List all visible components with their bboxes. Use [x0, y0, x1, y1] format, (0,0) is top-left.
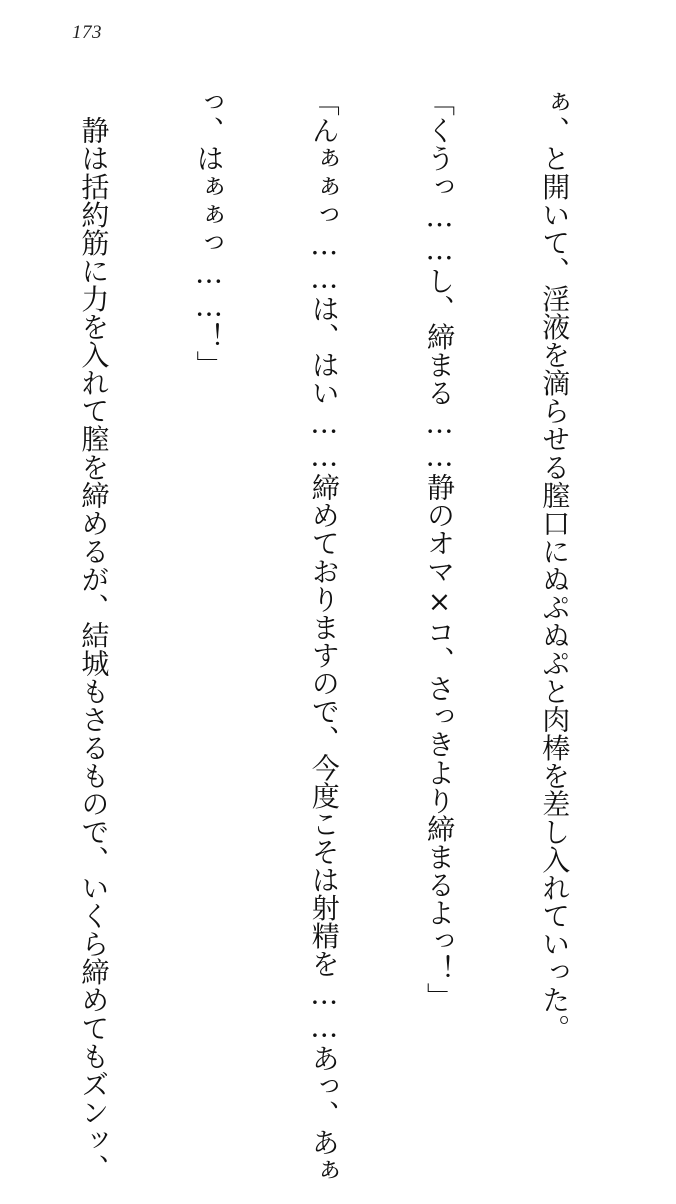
- text-line: 「んぁぁっ……は、はい……締めておりますので、今度こそは射精を……あっ、あぁ: [307, 88, 341, 1184]
- text-line: っ、はぁぁっ……！」: [192, 88, 226, 379]
- text-line: 「くうっ……し、締まる……静のオマ×コ、さっきより締まるよっ！」: [422, 88, 456, 1011]
- body-text: [0, 88, 650, 1184]
- page-number: 173: [72, 22, 102, 43]
- text-line: 静は括約筋に力を入れて膣を締めるが、結城もさるもので、いくら締めてもズンッ、: [77, 88, 111, 1182]
- text-line: ぁ、と開いて、淫液を滴らせる膣口にぬぷぬぷと肉棒を差し入れていった。: [538, 88, 572, 1042]
